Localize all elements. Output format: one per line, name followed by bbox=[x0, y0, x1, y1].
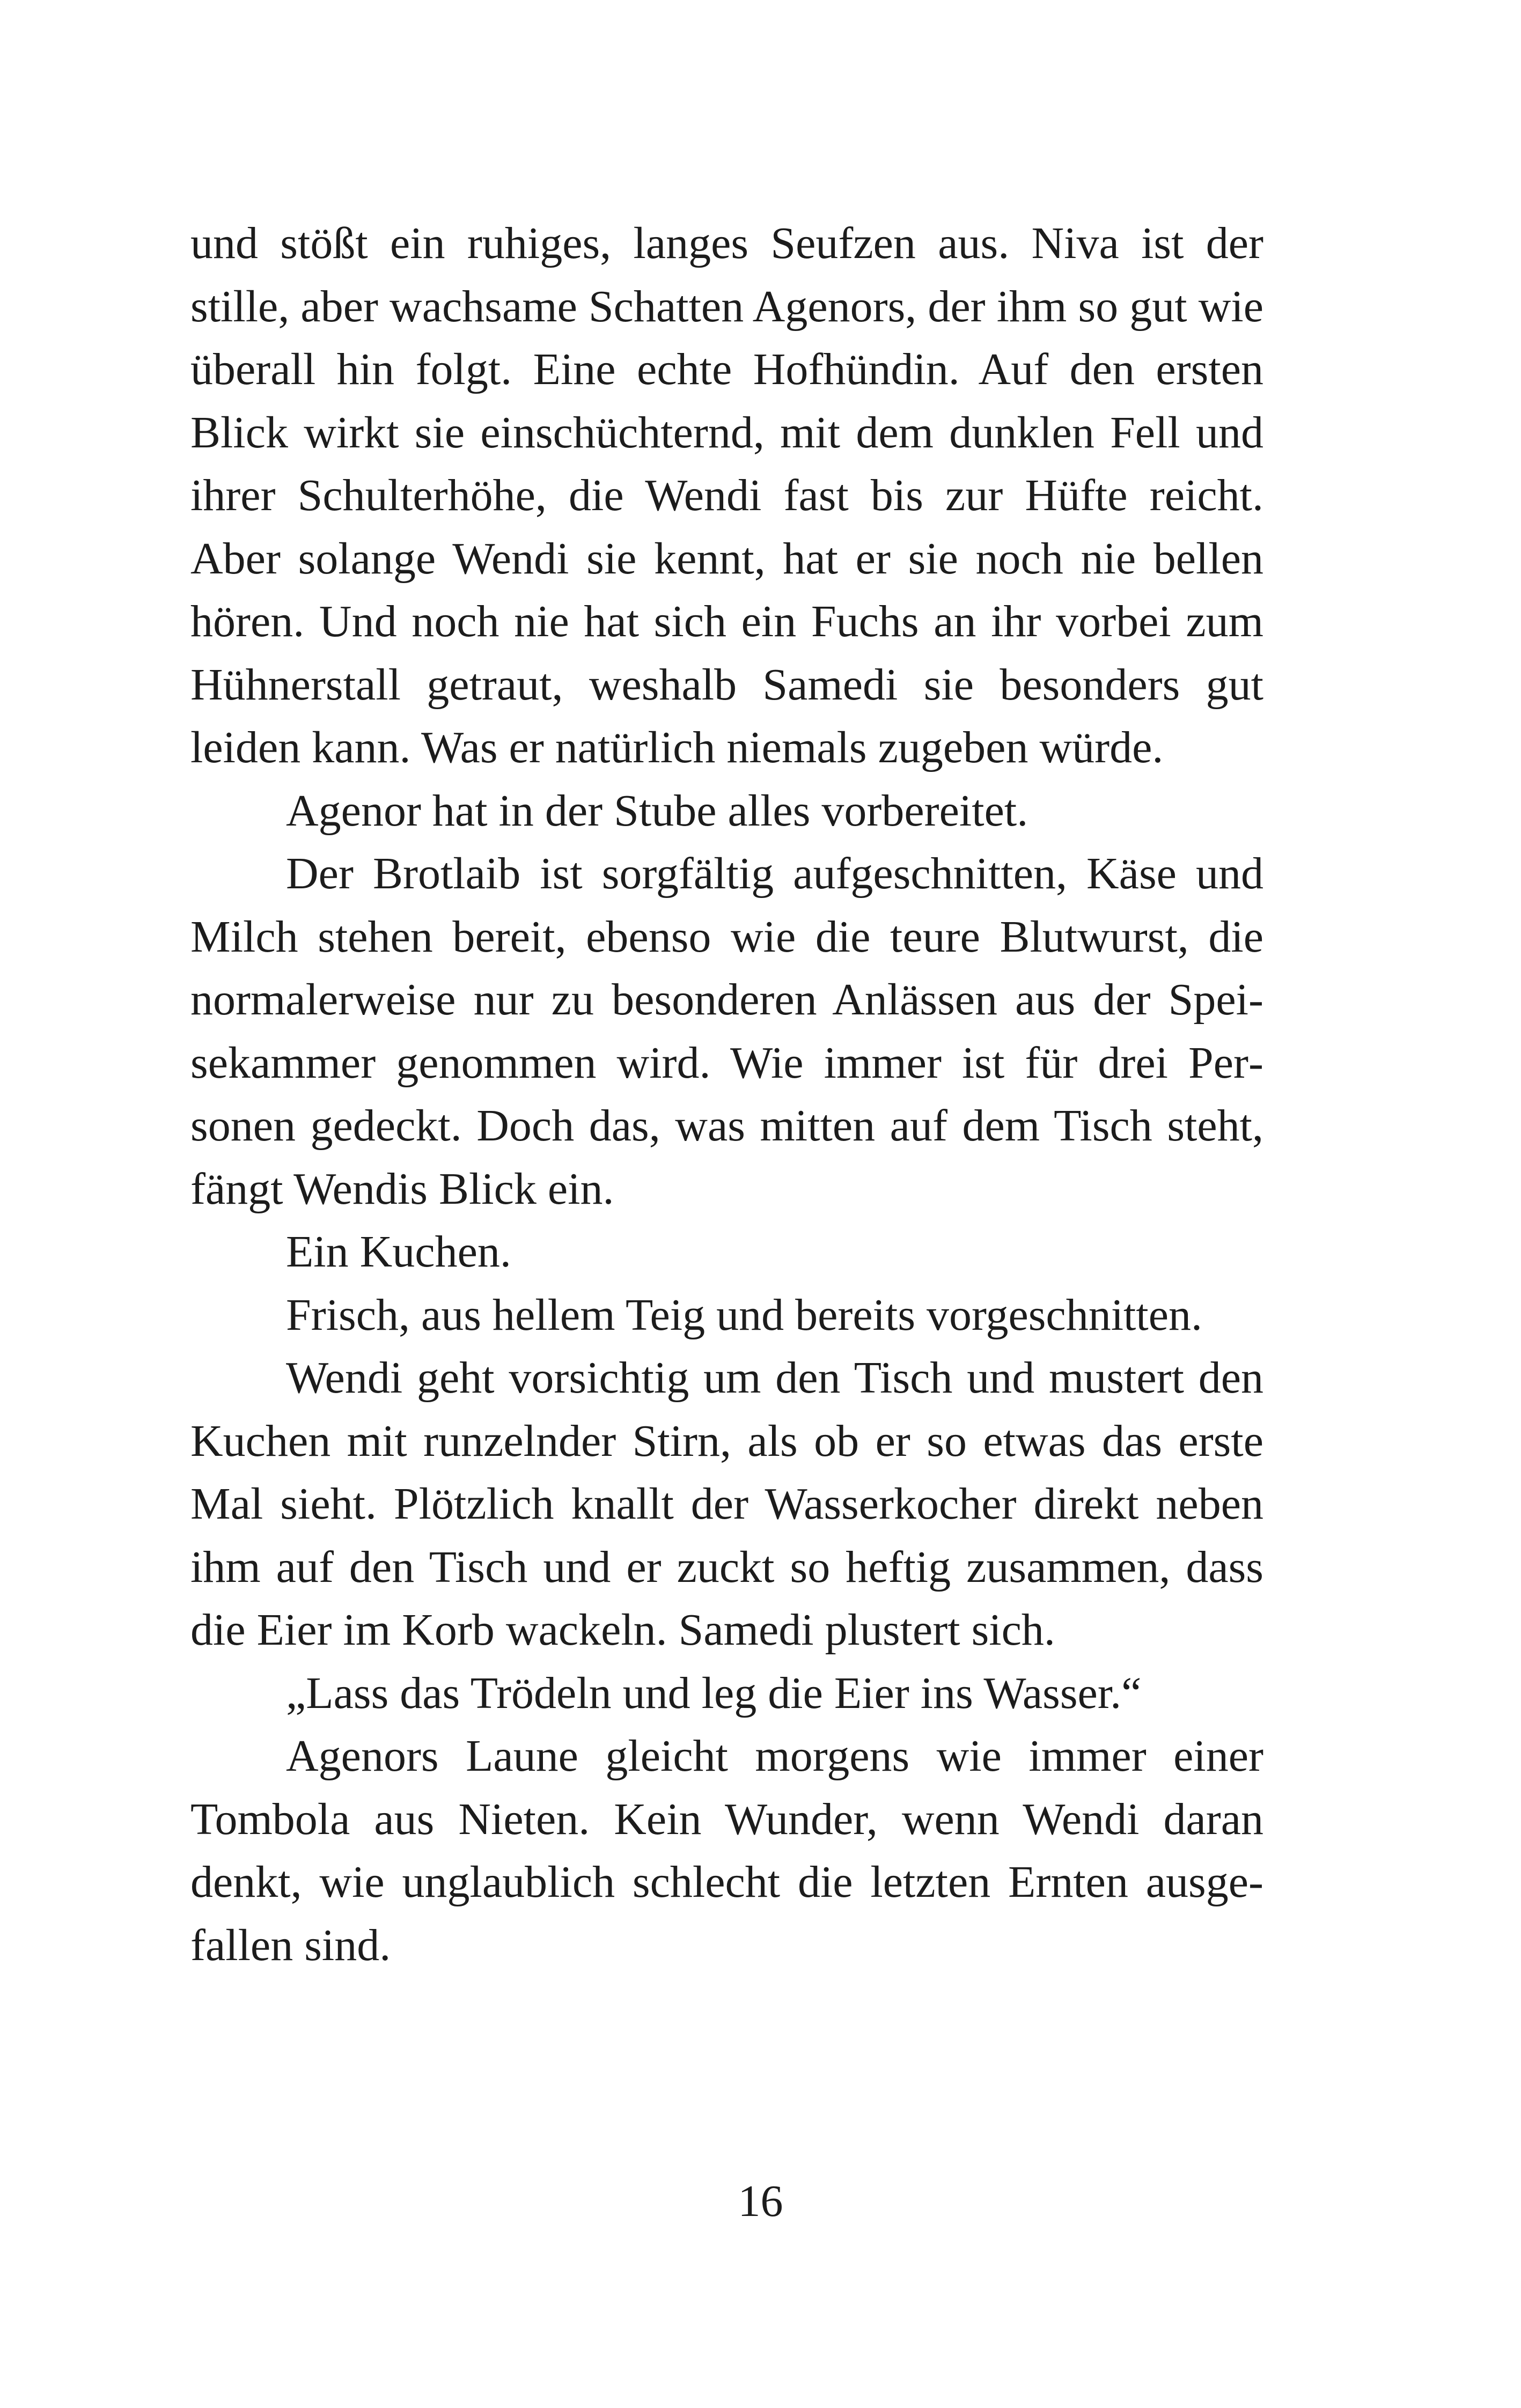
paragraph-5: Frisch, aus hellem Teig und bereits vorgeschnitten. bbox=[286, 1290, 1203, 1340]
page-number: 16 bbox=[738, 2176, 783, 2226]
paragraph-3: Der Brotlaib ist sorgfältig aufgeschnitten, Käse und Milch stehen bereit, ebenso wie die teure Blutwurst, die normalerweise nur zu besonderen Anlässen aus der Speisekammer genommen wird. Wie immer ist für drei Personen gedeckt. Doch das, was mitten auf dem Tisch steht, fängt Wendis Blick ein. bbox=[190, 849, 1263, 1214]
paragraph-1: und stößt ein ruhiges, langes Seufzen aus. Niva ist der stille, aber wachsame Schatten Agenors, der ihm so gut wie überall hin folgt. Eine echte Hofhündin. Auf den ersten Blick wirkt sie einschüchternd, mit dem dunklen Fell und ihrer Schulterhöhe, die Wendi fast bis zur Hüfte reicht. Aber solange Wendi sie kennt, hat er sie noch nie bellen hören. Und noch nie hat sich ein Fuchs an ihr vorbei zum Hühnerstall getraut, weshalb Samedi sie besonders gut leiden kann. Was er natürlich niemals zugeben würde. bbox=[190, 218, 1263, 772]
paragraph-4: Ein Kuchen. bbox=[286, 1227, 511, 1277]
body-text bbox=[190, 212, 1263, 1977]
paragraph-6: Wendi geht vorsichtig um den Tisch und mustert den Kuchen mit runzelnder Stirn, als ob er so etwas das erste Mal sieht. Plötzlich knallt der Wasserkocher direkt neben ihm auf den Tisch und er zuckt so heftig zusammen, dass die Eier im Korb wackeln. Samedi plustert sich. bbox=[190, 1353, 1263, 1655]
paragraph-2: Agenor hat in der Stube alles vorbereitet. bbox=[286, 785, 1028, 836]
paragraph-8: Agenors Laune gleicht morgens wie immer einer Tombola aus Nieten. Kein Wunder, wenn Wendi daran denkt, wie unglaublich schlecht die letzten Ernten ausgefallen sind. bbox=[190, 1731, 1263, 1970]
paragraph-7: „Lass das Trödeln und leg die Eier ins Wasser.“ bbox=[286, 1668, 1142, 1718]
